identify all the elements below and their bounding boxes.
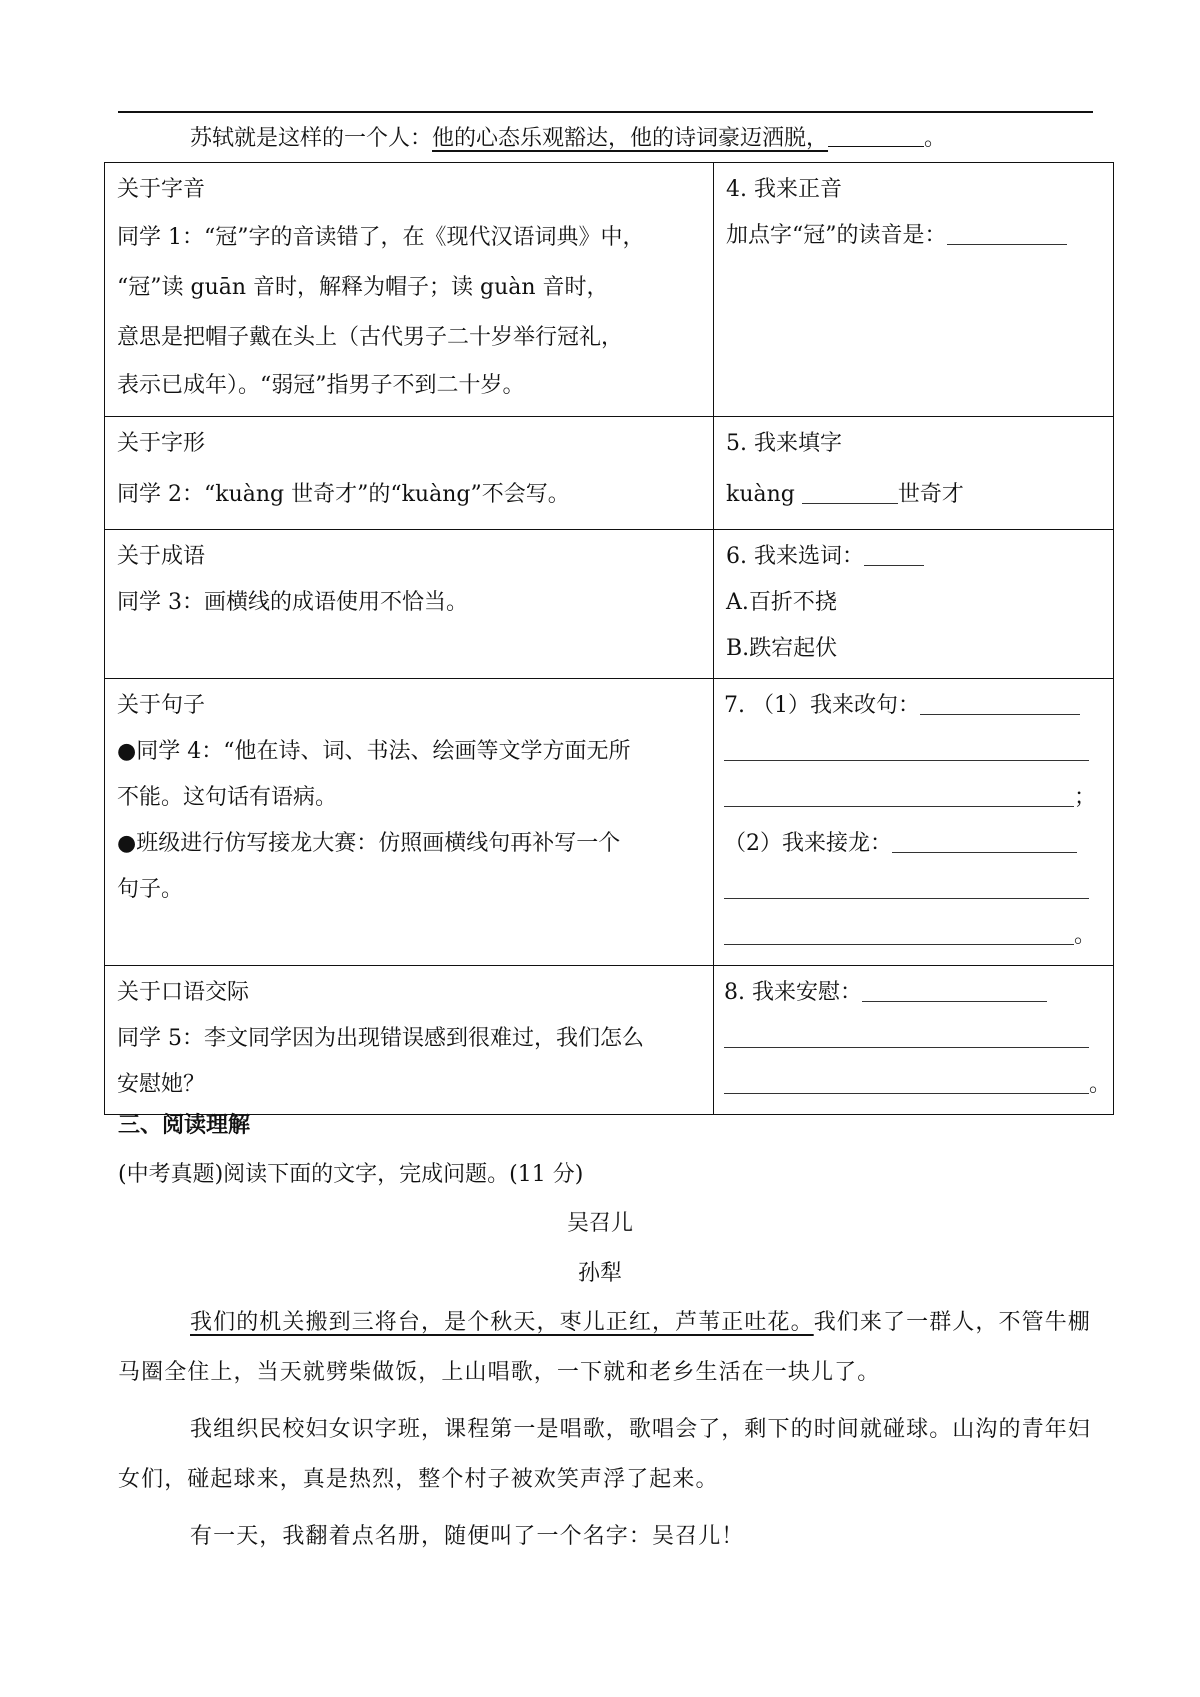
paragraph-underlined: 我们的机关搬到三将台，是个秋天，枣儿正红，芦苇正吐花。	[190, 1310, 814, 1335]
row-pronunciation	[105, 163, 1114, 417]
answer-blank[interactable]	[920, 690, 1080, 715]
cell-idiom-left	[105, 530, 714, 679]
cell-sentence-right	[714, 679, 1114, 966]
task-table	[104, 162, 1114, 1115]
answer-blank[interactable]	[864, 541, 924, 566]
section-heading: 三、阅读理解	[118, 1113, 251, 1138]
row-title: 关于成语	[117, 544, 206, 569]
task-prompt: 加点字“冠”的读音是：	[726, 223, 947, 248]
cell-oral-left	[105, 966, 714, 1115]
answer-blank[interactable]	[724, 782, 1074, 807]
row-text	[117, 821, 703, 867]
instruction: (中考真题)阅读下面的文字，完成问题。(11 分)	[118, 1162, 584, 1187]
cell-pronunciation-right	[714, 163, 1114, 417]
row-text: 意思是把帽子戴在头上（古代男子二十岁举行冠礼，	[117, 325, 624, 350]
task-suffix: 世奇才	[897, 482, 964, 507]
top-rule	[118, 111, 1093, 113]
row-idiom	[105, 530, 1114, 679]
cell-sentence-left	[105, 679, 714, 966]
task-line	[724, 1062, 1112, 1108]
row-title: 关于字形	[117, 431, 206, 456]
answer-blank[interactable]	[802, 479, 898, 504]
task-line	[724, 683, 1109, 729]
lead-sentence	[190, 122, 946, 156]
answer-blank[interactable]	[724, 1023, 1089, 1048]
lead-suffix: 。	[924, 126, 947, 151]
row-text: 同学 5：李文同学因为出现错误感到很难过，我们怎么	[117, 1026, 644, 1051]
task-line	[724, 775, 1109, 821]
lead-blank[interactable]	[828, 124, 924, 147]
paragraph-1	[118, 1298, 1093, 1398]
paragraph-3: 有一天，我翻着点名册，随便叫了一个名字：吴召儿！	[190, 1524, 745, 1549]
task-line	[724, 913, 1109, 959]
task-q2: （2）我来接龙：	[724, 831, 892, 856]
task-title: 4. 我来正音	[726, 177, 842, 202]
row-text: 同学 3：画横线的成语使用不恰当。	[117, 590, 468, 615]
task-title: 6. 我来选词：	[726, 544, 864, 569]
cell-oral-right	[714, 966, 1114, 1115]
task-line	[726, 467, 1103, 523]
task-line	[726, 534, 1103, 580]
row-text-content: 同学 4：“他在诗、词、书法、绘画等文学方面无所	[136, 739, 631, 764]
task-line	[724, 821, 1109, 867]
row-title: 关于字音	[117, 177, 206, 202]
cell-pronunciation-left	[105, 163, 714, 417]
row-sentence	[105, 679, 1114, 966]
story-title: 吴召儿	[566, 1211, 633, 1236]
story-author: 孙犁	[577, 1261, 622, 1286]
period: 。	[1074, 923, 1097, 948]
option-a[interactable]: A.百折不挠	[726, 590, 837, 615]
row-text: 安慰她？	[117, 1072, 206, 1097]
answer-blank[interactable]	[892, 828, 1077, 853]
answer-blank[interactable]	[724, 920, 1074, 945]
bullet-icon: ●	[117, 831, 137, 856]
task-line	[724, 729, 1109, 775]
answer-blank[interactable]	[724, 874, 1089, 899]
task-q1: 7. （1）我来改句：	[724, 693, 920, 718]
answer-blank[interactable]	[947, 220, 1067, 245]
cell-idiom-right	[714, 530, 1114, 679]
row-text: “冠”读 guān 音时，解释为帽子；读 guàn 音时，	[117, 275, 609, 300]
row-text: 句子。	[117, 877, 184, 902]
row-glyph	[105, 417, 1114, 530]
task-line	[724, 867, 1109, 913]
row-title: 关于句子	[117, 693, 206, 718]
row-text	[117, 729, 703, 775]
answer-blank[interactable]	[724, 736, 1089, 761]
row-text: 表示已成年）。“弱冠”指男子不到二十岁。	[117, 373, 525, 398]
paragraph-rest: 我们来了一群人，不管牛棚马圈全住上，当天就劈柴做饭，上山唱歌，一下就和老乡生活在一块儿了。	[118, 1310, 1091, 1385]
row-text-content: 班级进行仿写接龙大赛：仿照画横线句再补写一个	[136, 831, 621, 856]
period: 。	[1089, 1072, 1112, 1097]
task-pinyin: kuàng	[726, 482, 802, 507]
task-title: 8. 我来安慰：	[724, 980, 862, 1005]
option-b[interactable]: B.跌宕起伏	[726, 636, 838, 661]
answer-blank[interactable]	[724, 1069, 1089, 1094]
row-text: 同学 2：“kuàng 世奇才”的“kuàng”不会写。	[117, 482, 570, 507]
cell-glyph-right	[714, 417, 1114, 530]
answer-blank[interactable]	[862, 977, 1047, 1002]
task-line	[724, 1016, 1109, 1062]
row-oral	[105, 966, 1114, 1115]
row-text: 不能。这句话有语病。	[117, 785, 338, 810]
task-line	[726, 213, 1103, 259]
task-line	[724, 970, 1109, 1016]
paragraph-2: 我组织民校妇女识字班，课程第一是唱歌，歌唱会了，剩下的时间就碰球。山沟的青年妇女们，碰起球来，真是热烈，整个村子被欢笑声浮了起来。	[118, 1417, 1091, 1492]
bullet-icon: ●	[117, 739, 137, 764]
row-text: 同学 1：“冠”字的音读错了，在《现代汉语词典》中，	[117, 225, 645, 250]
cell-glyph-left	[105, 417, 714, 530]
row-title: 关于口语交际	[117, 980, 250, 1005]
semicolon: ；	[1074, 785, 1097, 810]
lead-underlined: 他的心态乐观豁达，他的诗词豪迈洒脱，	[432, 126, 829, 151]
task-title: 5. 我来填字	[726, 431, 842, 456]
lead-prefix: 苏轼就是这样的一个人：	[190, 126, 433, 151]
